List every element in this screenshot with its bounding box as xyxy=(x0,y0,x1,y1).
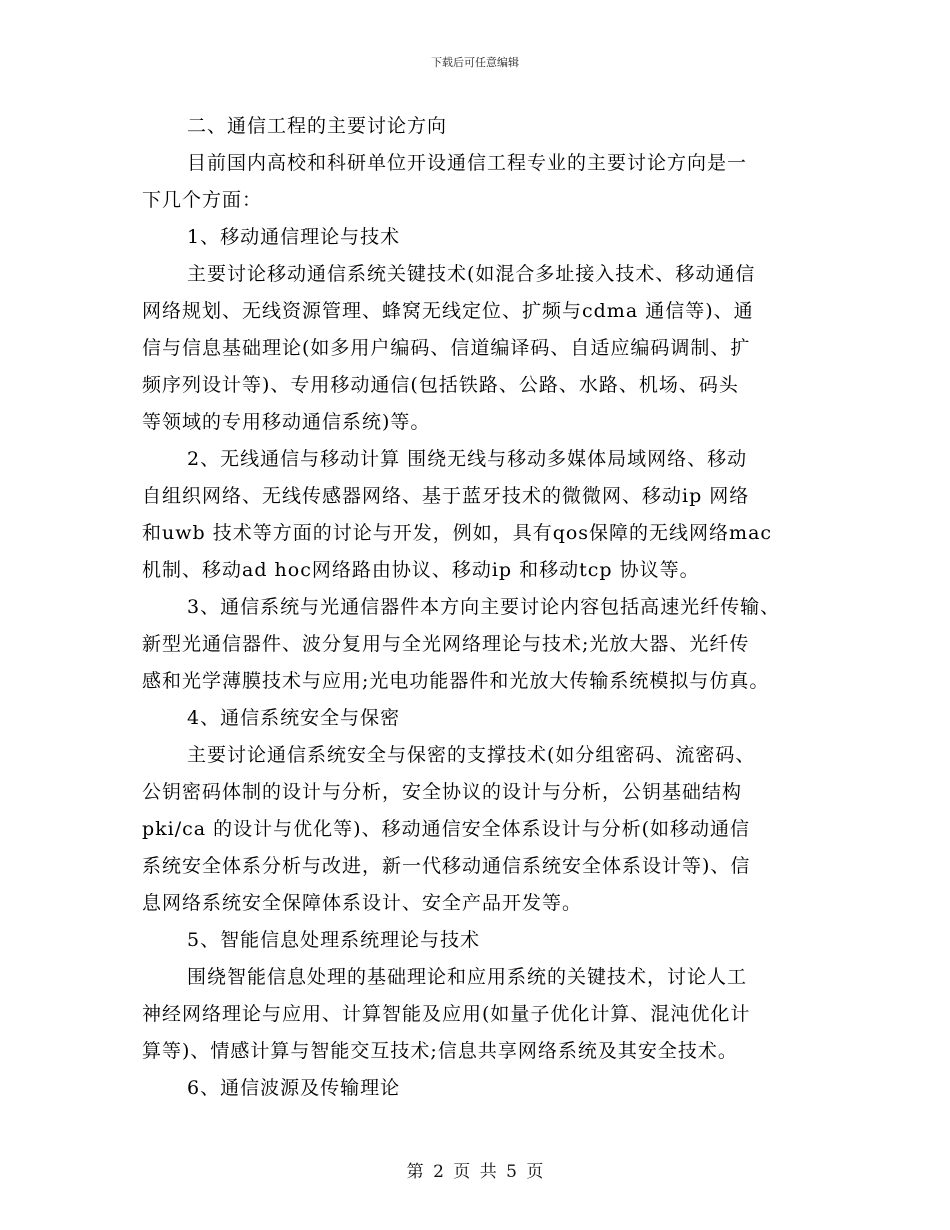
text-line: 二、通信工程的主要讨论方向 xyxy=(187,115,448,137)
text-line: 感和光学薄膜技术与应用;光电功能器件和光放大传输系统模拟与仿真。 xyxy=(142,670,770,692)
text-line: 围绕智能信息处理的基础理论和应用系统的关键技术，讨论人工 xyxy=(187,966,748,988)
text-line: 新型光通信器件、波分复用与全光网络理论与技术;光放大器、光纤传 xyxy=(142,633,750,655)
text-line: 主要讨论通信系统安全与保密的支撑技术(如分组密码、流密码、 xyxy=(187,744,756,766)
text-line: 神经网络理论与应用、计算智能及应用(如量子优化计算、混沌优化计 xyxy=(142,1003,751,1025)
text-line: 3、通信系统与光通信器件本方向主要讨论内容包括高速光纤传输、 xyxy=(187,596,781,618)
text-line: 主要讨论移动通信系统关键技术(如混合多址接入技术、移动通信 xyxy=(187,263,756,285)
text-line: 下几个方面： xyxy=(142,189,263,211)
text-line: 6、通信波源及传输理论 xyxy=(187,1077,401,1099)
text-line: 信与信息基础理论(如多用户编码、信道编译码、自适应编码调制、扩 xyxy=(142,337,751,359)
text-line: 网络规划、无线资源管理、蜂窝无线定位、扩频与cdma 通信等)、通 xyxy=(142,300,754,322)
page-header: 下载后可任意编辑 xyxy=(431,56,519,69)
text-line: 2、无线通信与移动计算 围绕无线与移动多媒体局域网络、移动 xyxy=(187,448,748,470)
text-line: pki/ca 的设计与优化等)、移动通信安全体系设计与分析(如移动通信 xyxy=(142,818,750,840)
text-line: 机制、移动ad hoc网络路由协议、移动ip 和移动tcp 协议等。 xyxy=(142,559,700,581)
text-line: 和uwb 技术等方面的讨论与开发，例如，具有qos保障的无线网络mac xyxy=(142,522,773,544)
text-line: 目前国内高校和科研单位开设通信工程专业的主要讨论方向是一 xyxy=(187,152,748,174)
text-line: 4、通信系统安全与保密 xyxy=(187,707,401,729)
text-line: 等领域的专用移动通信系统)等。 xyxy=(142,411,431,433)
text-line: 1、移动通信理论与技术 xyxy=(187,226,401,248)
text-line: 算等)、情感计算与智能交互技术;信息共享网络系统及其安全技术。 xyxy=(142,1040,738,1062)
text-line: 系统安全体系分析与改进，新一代移动通信系统安全体系设计等)、信 xyxy=(142,855,751,877)
text-line: 5、智能信息处理系统理论与技术 xyxy=(187,929,481,951)
text-line: 自组织网络、无线传感器网络、基于蓝牙技术的微微网、移动ip 网络 xyxy=(142,485,750,507)
text-line: 息网络系统安全保障体系设计、安全产品开发等。 xyxy=(142,892,583,914)
text-line: 频序列设计等)、专用移动通信(包括铁路、公路、水路、机场、码头 xyxy=(142,374,739,396)
document-body xyxy=(142,108,812,1107)
text-line: 公钥密码体制的设计与分析，安全协议的设计与分析，公钥基础结构 xyxy=(142,781,743,803)
page-footer: 第 2 页 共 5 页 xyxy=(406,1162,544,1182)
